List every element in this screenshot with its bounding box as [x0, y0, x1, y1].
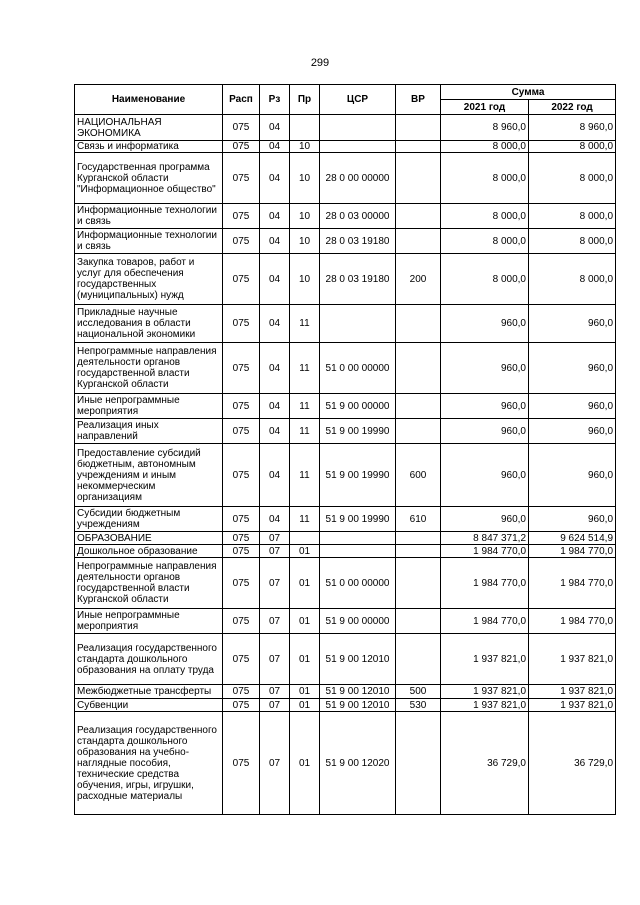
cell-csr	[320, 141, 396, 153]
cell-rasp: 075	[223, 394, 260, 419]
cell-pr: 11	[290, 305, 320, 343]
cell-amount-2021: 960,0	[441, 419, 529, 444]
cell-amount-2021: 8 960,0	[441, 115, 529, 141]
header-vr: ВР	[396, 85, 441, 115]
header-summa: Сумма	[441, 85, 616, 100]
cell-rz: 07	[260, 545, 290, 558]
cell-vr	[396, 558, 441, 609]
table-header	[75, 85, 616, 115]
cell-csr: 51 9 00 00000	[320, 394, 396, 419]
cell-rz: 04	[260, 204, 290, 229]
table-row	[75, 394, 616, 419]
cell-csr: 28 0 03 19180	[320, 229, 396, 254]
cell-amount-2022: 8 000,0	[529, 141, 616, 153]
cell-csr: 51 9 00 19990	[320, 419, 396, 444]
cell-pr: 01	[290, 699, 320, 712]
table-row	[75, 419, 616, 444]
cell-name: Реализация государственного стандарта дошкольного образования на оплату труда	[75, 634, 223, 685]
cell-vr	[396, 141, 441, 153]
cell-pr: 01	[290, 545, 320, 558]
table-row	[75, 545, 616, 558]
budget-table	[74, 84, 616, 815]
table-row	[75, 305, 616, 343]
cell-name: НАЦИОНАЛЬНАЯ ЭКОНОМИКА	[75, 115, 223, 141]
cell-name: Связь и информатика	[75, 141, 223, 153]
cell-rz: 04	[260, 115, 290, 141]
cell-rasp: 075	[223, 545, 260, 558]
table-row	[75, 532, 616, 545]
cell-csr: 51 9 00 12020	[320, 712, 396, 815]
cell-vr	[396, 394, 441, 419]
table-row	[75, 685, 616, 699]
cell-amount-2022: 36 729,0	[529, 712, 616, 815]
cell-name: Иные непрограммные мероприятия	[75, 609, 223, 634]
cell-rz: 04	[260, 254, 290, 305]
table-row	[75, 699, 616, 712]
cell-pr: 11	[290, 419, 320, 444]
cell-amount-2022: 8 000,0	[529, 204, 616, 229]
cell-csr	[320, 545, 396, 558]
cell-vr: 610	[396, 507, 441, 532]
cell-csr: 51 0 00 00000	[320, 343, 396, 394]
table-row	[75, 141, 616, 153]
cell-amount-2022: 8 000,0	[529, 229, 616, 254]
table-row	[75, 444, 616, 507]
cell-amount-2022: 960,0	[529, 507, 616, 532]
cell-vr	[396, 305, 441, 343]
header-pr: Пр	[290, 85, 320, 115]
cell-amount-2021: 1 937 821,0	[441, 699, 529, 712]
cell-vr	[396, 532, 441, 545]
cell-name: Субсидии бюджетным учреждениям	[75, 507, 223, 532]
cell-name: Непрограммные направления деятельности органов государственной власти Курганской области	[75, 343, 223, 394]
cell-name: ОБРАЗОВАНИЕ	[75, 532, 223, 545]
cell-rz: 04	[260, 343, 290, 394]
cell-amount-2022: 1 984 770,0	[529, 558, 616, 609]
cell-pr	[290, 532, 320, 545]
cell-vr	[396, 545, 441, 558]
cell-amount-2021: 8 000,0	[441, 254, 529, 305]
cell-rz: 07	[260, 685, 290, 699]
cell-rasp: 075	[223, 305, 260, 343]
cell-name: Субвенции	[75, 699, 223, 712]
table-row	[75, 229, 616, 254]
cell-vr	[396, 419, 441, 444]
cell-rasp: 075	[223, 254, 260, 305]
cell-csr: 51 9 00 19990	[320, 507, 396, 532]
cell-rasp: 075	[223, 444, 260, 507]
cell-amount-2022: 960,0	[529, 419, 616, 444]
cell-vr	[396, 204, 441, 229]
table-row	[75, 343, 616, 394]
cell-name: Информационные технологии и связь	[75, 229, 223, 254]
cell-pr: 10	[290, 141, 320, 153]
cell-pr: 11	[290, 507, 320, 532]
cell-name: Дошкольное образование	[75, 545, 223, 558]
cell-amount-2021: 1 984 770,0	[441, 545, 529, 558]
cell-vr: 200	[396, 254, 441, 305]
table-row	[75, 609, 616, 634]
cell-vr	[396, 115, 441, 141]
cell-amount-2022: 1 984 770,0	[529, 545, 616, 558]
cell-rz: 04	[260, 153, 290, 204]
cell-csr: 28 0 03 00000	[320, 204, 396, 229]
cell-rasp: 075	[223, 153, 260, 204]
cell-amount-2022: 960,0	[529, 305, 616, 343]
cell-rz: 04	[260, 305, 290, 343]
cell-rasp: 075	[223, 204, 260, 229]
cell-amount-2021: 960,0	[441, 305, 529, 343]
cell-amount-2022: 9 624 514,9	[529, 532, 616, 545]
cell-rasp: 075	[223, 141, 260, 153]
cell-pr: 01	[290, 634, 320, 685]
cell-name: Непрограммные направления деятельности органов государственной власти Курганской области	[75, 558, 223, 609]
cell-amount-2022: 1 937 821,0	[529, 634, 616, 685]
cell-amount-2021: 8 847 371,2	[441, 532, 529, 545]
cell-amount-2022: 960,0	[529, 394, 616, 419]
cell-rz: 07	[260, 609, 290, 634]
cell-amount-2021: 960,0	[441, 507, 529, 532]
cell-name: Государственная программа Курганской области "Информационное общество"	[75, 153, 223, 204]
cell-amount-2022: 8 000,0	[529, 254, 616, 305]
cell-csr: 51 9 00 00000	[320, 609, 396, 634]
cell-vr	[396, 634, 441, 685]
cell-name: Прикладные научные исследования в области национальной экономики	[75, 305, 223, 343]
cell-amount-2021: 1 984 770,0	[441, 609, 529, 634]
cell-vr	[396, 343, 441, 394]
header-rz: Рз	[260, 85, 290, 115]
cell-rasp: 075	[223, 507, 260, 532]
cell-csr: 51 9 00 12010	[320, 685, 396, 699]
cell-vr: 600	[396, 444, 441, 507]
table-row	[75, 507, 616, 532]
cell-rasp: 075	[223, 532, 260, 545]
cell-pr: 01	[290, 685, 320, 699]
cell-pr: 11	[290, 444, 320, 507]
cell-rasp: 075	[223, 343, 260, 394]
cell-csr: 51 9 00 12010	[320, 634, 396, 685]
cell-amount-2021: 8 000,0	[441, 204, 529, 229]
cell-rasp: 075	[223, 634, 260, 685]
cell-amount-2022: 8 960,0	[529, 115, 616, 141]
cell-vr: 500	[396, 685, 441, 699]
cell-pr: 10	[290, 254, 320, 305]
cell-pr: 10	[290, 204, 320, 229]
cell-amount-2021: 960,0	[441, 343, 529, 394]
table-row	[75, 115, 616, 141]
cell-csr	[320, 532, 396, 545]
cell-rz: 04	[260, 507, 290, 532]
cell-amount-2021: 1 937 821,0	[441, 634, 529, 685]
cell-vr	[396, 229, 441, 254]
table-row	[75, 204, 616, 229]
cell-rz: 04	[260, 444, 290, 507]
header-rasp: Расп	[223, 85, 260, 115]
header-csr: ЦСР	[320, 85, 396, 115]
cell-pr: 10	[290, 229, 320, 254]
cell-amount-2021: 1 984 770,0	[441, 558, 529, 609]
cell-csr: 28 0 03 19180	[320, 254, 396, 305]
cell-rasp: 075	[223, 558, 260, 609]
cell-pr	[290, 115, 320, 141]
cell-csr: 51 9 00 19990	[320, 444, 396, 507]
cell-rasp: 075	[223, 229, 260, 254]
cell-csr: 51 9 00 12010	[320, 699, 396, 712]
table-row	[75, 712, 616, 815]
table-row	[75, 634, 616, 685]
cell-amount-2021: 8 000,0	[441, 141, 529, 153]
cell-rz: 04	[260, 394, 290, 419]
cell-vr: 530	[396, 699, 441, 712]
cell-name: Реализация государственного стандарта дошкольного образования на учебно-наглядные пособия, технические средства обучения, игры, игрушки, расходные материалы	[75, 712, 223, 815]
table-body	[75, 115, 616, 815]
cell-pr: 01	[290, 712, 320, 815]
cell-amount-2021: 8 000,0	[441, 229, 529, 254]
header-year-2022: 2022 год	[529, 100, 616, 115]
cell-amount-2021: 1 937 821,0	[441, 685, 529, 699]
cell-rasp: 075	[223, 699, 260, 712]
cell-rz: 07	[260, 712, 290, 815]
cell-name: Закупка товаров, работ и услуг для обеспечения государственных (муниципальных) нужд	[75, 254, 223, 305]
page-number: 299	[310, 57, 330, 69]
cell-csr: 28 0 00 00000	[320, 153, 396, 204]
cell-rz: 04	[260, 141, 290, 153]
cell-vr	[396, 153, 441, 204]
cell-name: Информационные технологии и связь	[75, 204, 223, 229]
cell-vr	[396, 712, 441, 815]
header-name: Наименование	[75, 85, 223, 115]
cell-rz: 07	[260, 699, 290, 712]
cell-rz: 04	[260, 419, 290, 444]
cell-amount-2021: 8 000,0	[441, 153, 529, 204]
cell-pr: 01	[290, 609, 320, 634]
cell-amount-2021: 36 729,0	[441, 712, 529, 815]
cell-pr: 11	[290, 343, 320, 394]
cell-rasp: 075	[223, 115, 260, 141]
cell-rasp: 075	[223, 685, 260, 699]
cell-pr: 11	[290, 394, 320, 419]
cell-csr: 51 0 00 00000	[320, 558, 396, 609]
cell-csr	[320, 305, 396, 343]
cell-amount-2022: 1 937 821,0	[529, 685, 616, 699]
cell-rz: 07	[260, 532, 290, 545]
cell-amount-2021: 960,0	[441, 444, 529, 507]
cell-rasp: 075	[223, 712, 260, 815]
table-row	[75, 153, 616, 204]
cell-csr	[320, 115, 396, 141]
cell-amount-2021: 960,0	[441, 394, 529, 419]
table-row	[75, 558, 616, 609]
cell-rasp: 075	[223, 419, 260, 444]
header-year-2021: 2021 год	[441, 100, 529, 115]
cell-rz: 07	[260, 558, 290, 609]
cell-rz: 07	[260, 634, 290, 685]
cell-name: Реализация иных направлений	[75, 419, 223, 444]
cell-amount-2022: 960,0	[529, 444, 616, 507]
cell-vr	[396, 609, 441, 634]
cell-name: Иные непрограммные мероприятия	[75, 394, 223, 419]
cell-amount-2022: 1 984 770,0	[529, 609, 616, 634]
cell-name: Предоставление субсидий бюджетным, автономным учреждениям и иным некоммерческим организациям	[75, 444, 223, 507]
cell-rz: 04	[260, 229, 290, 254]
cell-amount-2022: 8 000,0	[529, 153, 616, 204]
cell-rasp: 075	[223, 609, 260, 634]
cell-pr: 10	[290, 153, 320, 204]
cell-pr: 01	[290, 558, 320, 609]
table-row	[75, 254, 616, 305]
cell-amount-2022: 960,0	[529, 343, 616, 394]
cell-name: Межбюджетные трансферты	[75, 685, 223, 699]
cell-amount-2022: 1 937 821,0	[529, 699, 616, 712]
